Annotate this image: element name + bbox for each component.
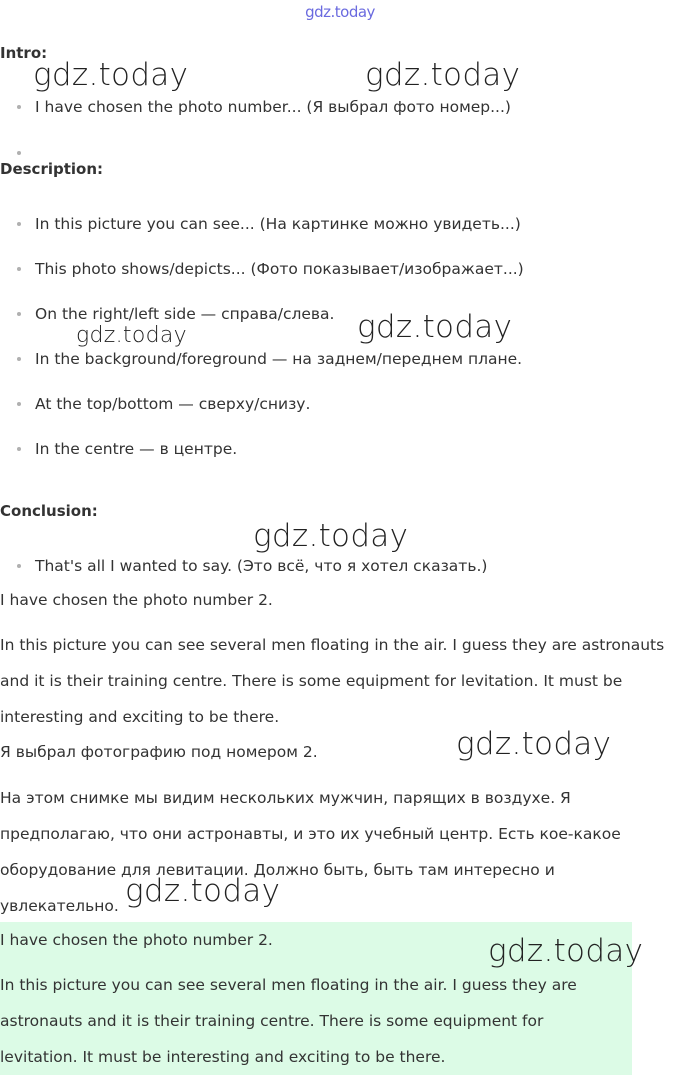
description-item: [17, 439, 237, 459]
description-item: [17, 259, 524, 279]
description-item: [17, 304, 334, 324]
bullet-dot-icon: [17, 222, 21, 226]
description-item: [17, 394, 310, 414]
watermark: gdz.today: [253, 518, 409, 554]
conclusion-item-text: That's all I wanted to say. (Это всё, что я хотел сказать.): [35, 557, 488, 575]
bullet-dot-icon: [17, 402, 21, 406]
watermark: gdz.today: [125, 873, 281, 909]
conclusion-heading: Conclusion:: [0, 502, 98, 520]
bullet-dot-icon: [17, 564, 21, 568]
intro-heading: Intro:: [0, 44, 48, 62]
watermark: gdz.today: [76, 323, 187, 348]
bullet-dot-icon: [17, 312, 21, 316]
description-item-text: At the top/bottom — сверху/снизу.: [35, 395, 311, 413]
description-item-text: This photo shows/depicts... (Фото показывает/изображает...): [35, 260, 524, 278]
bullet-dot-icon: [17, 357, 21, 361]
description-item-text: In the centre — в центре.: [35, 440, 238, 458]
description-item-text: On the right/left side — справа/слева.: [35, 305, 335, 323]
answer-en-body: In this picture you can see several men floating in the air. I guess they are astronauts and it is their training centre. There is some equipment for levitation. It must be interesting and exciting to be there.: [0, 636, 665, 726]
bullet-dot-icon: [17, 447, 21, 451]
intro-item-text: I have chosen the photo number... (Я выбрал фото номер...): [35, 98, 511, 116]
site-logo[interactable]: gdz.today: [305, 3, 375, 21]
description-heading: Description:: [0, 160, 104, 178]
intro-item: [17, 97, 511, 117]
description-item: [17, 349, 522, 369]
answer-ru-body: На этом снимке мы видим нескольких мужчин, парящих в воздухе. Я предполагаю, что они астронавты, и это их учебный центр. Есть кое-какое оборудование для левитации. Должно быть, быть там интересно и увлекательно.: [0, 789, 621, 915]
watermark: gdz.today: [33, 57, 189, 93]
description-item-text: In this picture you can see... (На картинке можно увидеть...): [35, 215, 521, 233]
watermark: gdz.today: [365, 57, 521, 93]
description-item: [17, 214, 521, 234]
highlighted-answer-body: In this picture you can see several men floating in the air. I guess they are astronauts and it is their training centre. There is some equipment for levitation. It must be interesting and exciting to be there.: [0, 976, 577, 1066]
watermark: gdz.today: [456, 726, 612, 762]
highlighted-answer-intro: I have chosen the photo number 2.: [0, 931, 273, 949]
bullet-dot-icon: [17, 267, 21, 271]
watermark: gdz.today: [357, 309, 513, 345]
bullet-dot-icon: [17, 151, 21, 155]
watermark: gdz.today: [488, 933, 644, 969]
bullet-dot-icon: [17, 105, 21, 109]
answer-en-intro: I have chosen the photo number 2.: [0, 591, 273, 609]
conclusion-item: [17, 556, 487, 576]
description-item-text: In the background/foreground — на заднем/переднем плане.: [35, 350, 523, 368]
answer-ru-intro: Я выбрал фотографию под номером 2.: [0, 743, 318, 761]
